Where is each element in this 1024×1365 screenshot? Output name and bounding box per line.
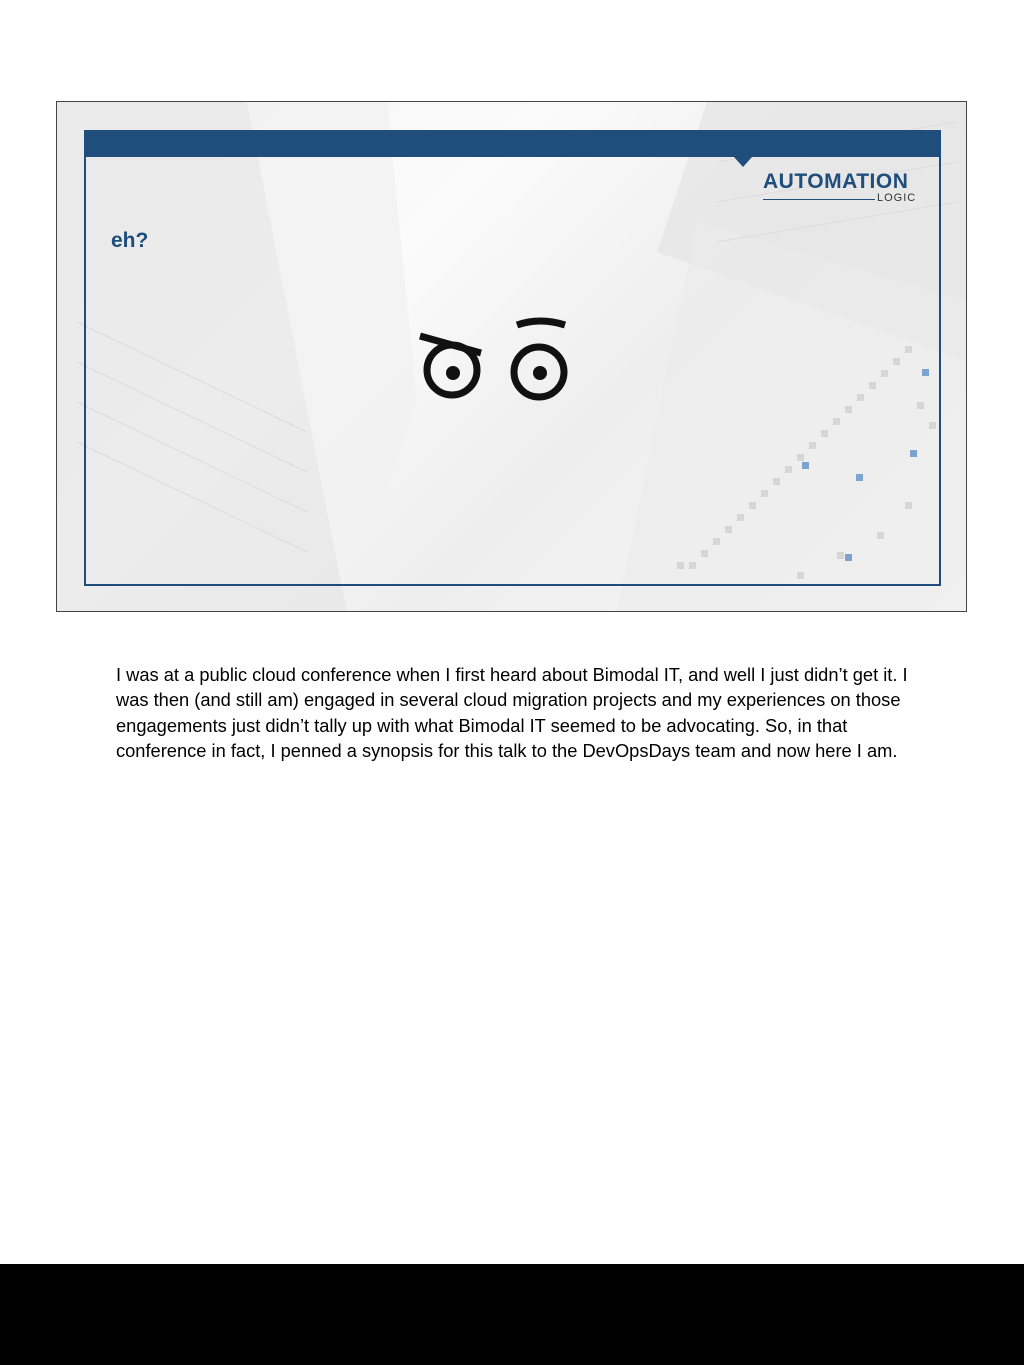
logo-wordmark: AUTOMATION	[763, 170, 909, 193]
slide-header-bar	[84, 130, 941, 157]
header-notch	[734, 157, 752, 167]
slide-frame	[56, 101, 967, 612]
logo-rule	[763, 199, 875, 200]
logo-subtitle: LOGIC	[877, 192, 917, 204]
raised-eyebrow-eyes-icon	[417, 314, 577, 404]
automation-logic-logo	[763, 170, 928, 206]
bottom-black-bar	[0, 1264, 1024, 1365]
speaker-notes: I was at a public cloud conference when I first heard about Bimodal IT, and well I just didn’t get it. I was then (and still am) engaged in several cloud migration projects and my experiences on those engagements just didn’t tally up with what Bimodal IT seemed to be advocating. So, in that conference in fact, I penned a synopsis for this talk to the DevOpsDays team and now here I am.	[116, 664, 908, 761]
slide-title: eh?	[111, 229, 149, 252]
